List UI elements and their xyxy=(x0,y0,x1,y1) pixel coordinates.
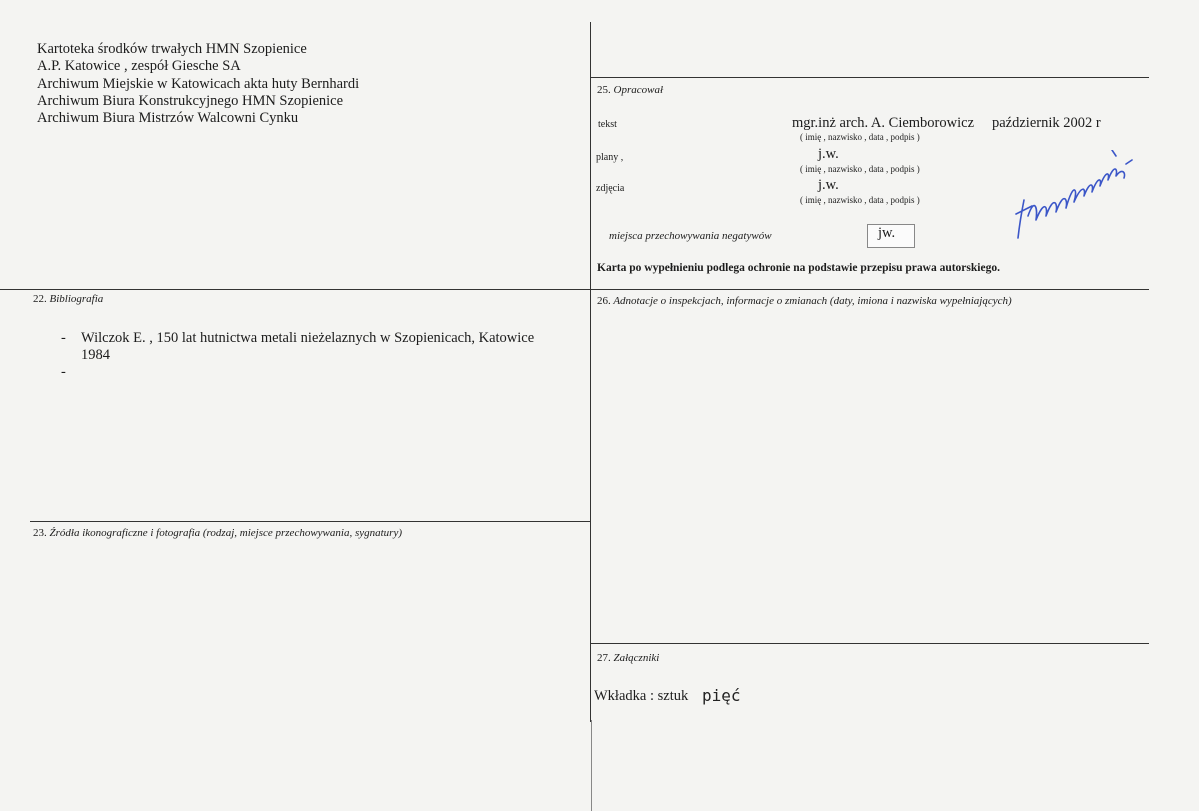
insert-value: pięć xyxy=(702,686,741,705)
bibliography-bullet: - xyxy=(61,364,66,380)
section-27-number: 27. xyxy=(597,652,611,664)
rule-right-top xyxy=(0,289,1149,290)
center-divider xyxy=(590,22,591,722)
source-line: Kartoteka środków trwałych HMN Szopienice xyxy=(37,41,307,57)
section-22-number: 22. xyxy=(33,293,47,305)
row-label-zdjecia: zdjęcia xyxy=(596,183,625,194)
source-line: Archiwum Miejskie w Katowicach akta huty Bernhardi xyxy=(37,75,360,92)
author-name: mgr.inż arch. A. Ciemborowicz xyxy=(792,115,975,131)
plany-value: j.w. xyxy=(818,146,839,162)
copyright-note: Karta po wypełnieniu podlega ochronie na podstawie przepisu prawa autorskiego. xyxy=(597,262,1000,274)
section-27-title: Załączniki xyxy=(613,652,660,664)
rule-25-top xyxy=(591,77,1149,78)
section-23-number: 23. xyxy=(33,527,47,539)
source-line: Archiwum Biura Konstrukcyjnego HMN Szopienice xyxy=(37,92,344,109)
section-25-number: 25. xyxy=(597,84,611,96)
section-25-heading xyxy=(597,84,663,96)
bottom-edge xyxy=(591,720,592,811)
bibliography-entry xyxy=(81,330,534,365)
section-22-title: Bibliografia xyxy=(49,293,104,305)
section-25-title: Opracował xyxy=(613,84,663,96)
row-label-plany: plany , xyxy=(596,152,624,163)
row-label-tekst: tekst xyxy=(598,119,617,130)
insert-label: Wkładka : sztuk xyxy=(594,688,689,704)
section-22-heading xyxy=(33,293,103,305)
field-hint: ( imię , nazwisko , data , podpis ) xyxy=(800,195,920,205)
negatives-label: miejsca przechowywania negatywów xyxy=(609,230,772,242)
bibliography-line: Wilczok E. , 150 lat hutnictwa metali nieżelaznych w Szopienicach, Katowice xyxy=(81,330,535,346)
source-line: Archiwum Biura Mistrzów Walcowni Cynku xyxy=(37,110,299,127)
section-26-title: Adnotacje o inspekcjach, informacje o zmianach (daty, imiona i nazwiska wypełniających) xyxy=(613,295,1012,307)
zdjecia-value: j.w. xyxy=(818,177,839,193)
sources-list xyxy=(37,41,359,127)
signature-mark xyxy=(1008,150,1138,240)
section-26-heading xyxy=(597,295,1012,307)
section-23-title: Źródła ikonograficzne i fotografia (rodzaj, miejsce przechowywania, sygnatury) xyxy=(49,527,402,539)
author-date: październik 2002 r xyxy=(992,115,1101,131)
field-hint: ( imię , nazwisko , data , podpis ) xyxy=(800,132,920,142)
section-26-number: 26. xyxy=(597,295,611,307)
section-23-heading xyxy=(33,527,402,539)
bibliography-line: 1984 xyxy=(81,347,110,364)
negatives-value: jw. xyxy=(878,225,896,241)
rule-23-top xyxy=(30,521,590,522)
bibliography-bullet: - xyxy=(61,330,66,346)
section-27-heading xyxy=(597,652,659,664)
source-line: A.P. Katowice , zespół Giesche SA xyxy=(37,58,241,75)
rule-27-top xyxy=(591,643,1149,644)
field-hint: ( imię , nazwisko , data , podpis ) xyxy=(800,164,920,174)
